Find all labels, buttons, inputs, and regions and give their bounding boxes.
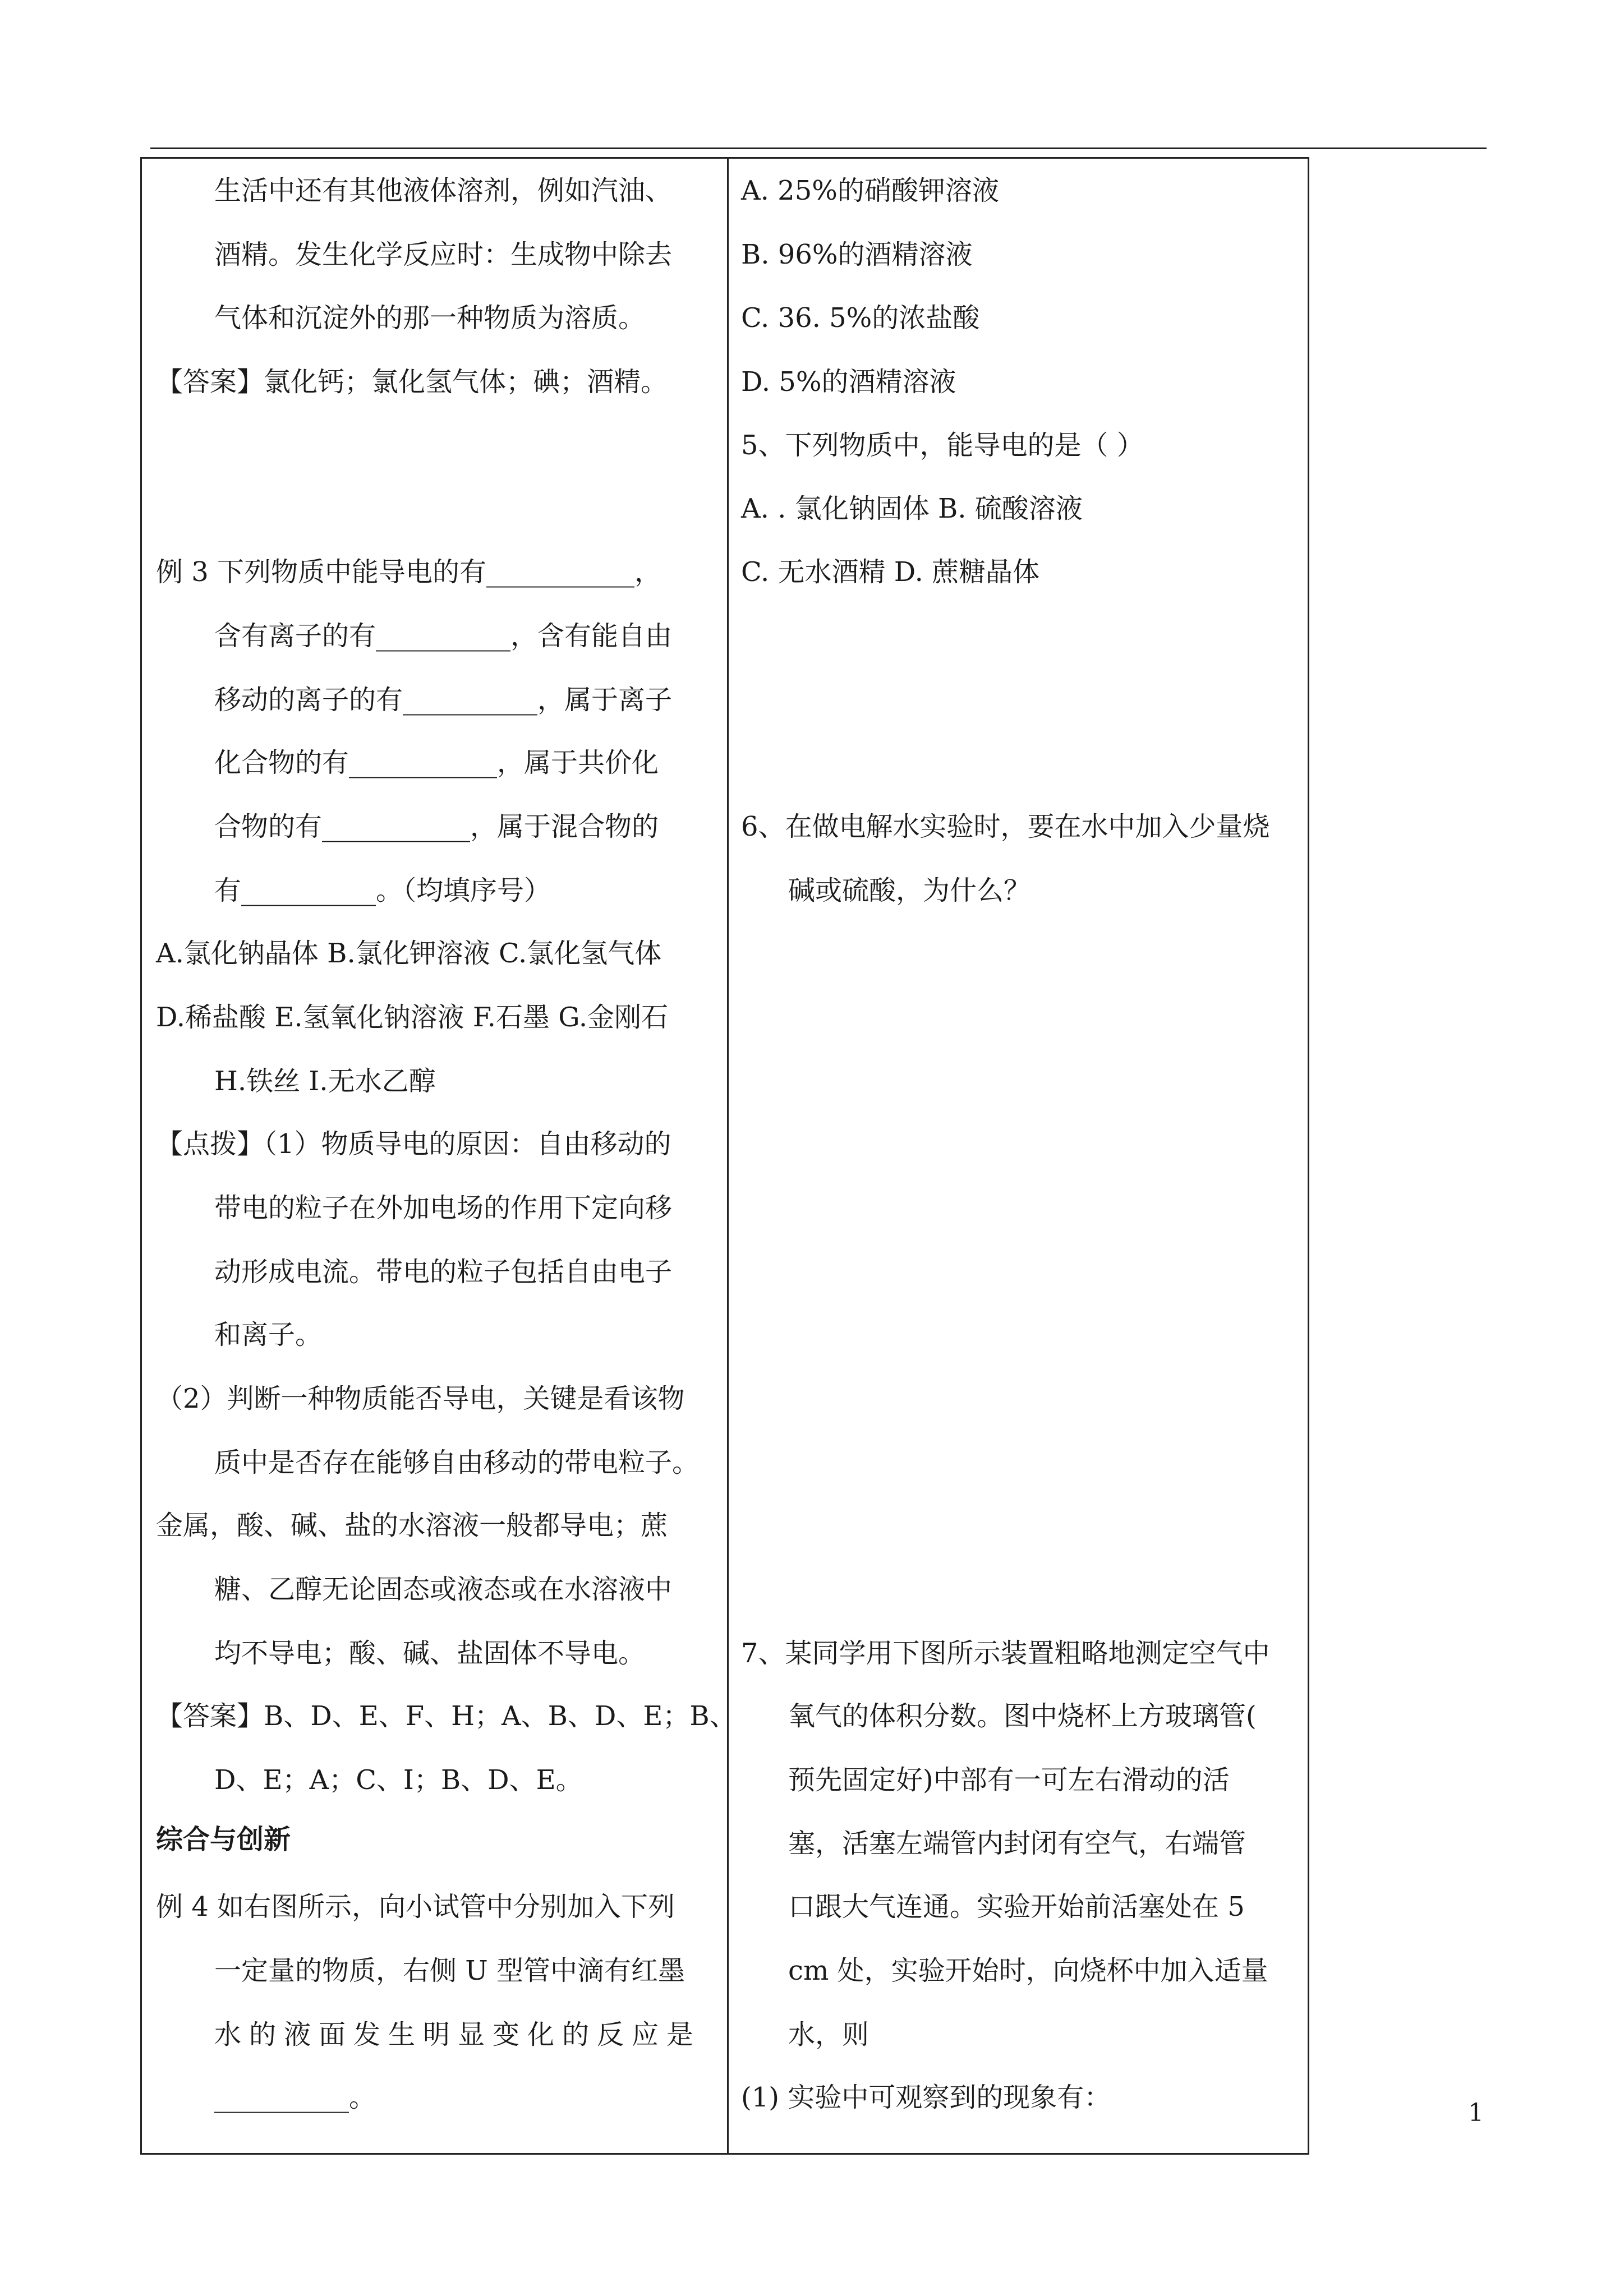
header-rule (150, 147, 1487, 149)
text-line: 气体和沉淀外的那一种物质为溶质。 (214, 302, 646, 334)
text-line: （2）判断一种物质能否导电，关键是看该物 (156, 1383, 685, 1414)
example-4-line: 例 4 如右图所示，向小试管中分别加入下列 (156, 1891, 675, 1922)
question-7-cont: 预先固定好)中部有一可左右滑动的活 (788, 1764, 1230, 1796)
options-line: A.氯化钠晶体 B.氯化钾溶液 C.氯化氢气体 (156, 938, 662, 969)
text-line: 一定量的物质，右侧 U 型管中滴有红墨 (214, 1955, 685, 1986)
page-number: 1 (1468, 2099, 1484, 2127)
text-line: 金属，酸、碱、盐的水溶液一般都导电；蔗 (156, 1510, 668, 1541)
answer-line: 【答案】B、D、E、F、H；A、B、D、E；B、 (156, 1700, 737, 1732)
text-line: 和离子。 (214, 1319, 323, 1350)
text-line: 质中是否存在能够自由移动的带电粒子。 (214, 1447, 700, 1478)
column-divider (727, 157, 729, 2155)
hint-line: 【点拨】（1）物质导电的原因：自由移动的 (156, 1128, 671, 1160)
text-line: 带电的粒子在外加电场的作用下定向移 (214, 1192, 673, 1224)
text-line: 含有离子的有__________，含有能自由 (214, 620, 673, 652)
question-7-cont: cm 处，实验开始时，向烧杯中加入适量 (788, 1955, 1268, 1986)
question-5: 5、下列物质中，能导电的是（ ） (741, 430, 1144, 461)
question-5-options: A. . 氯化钠固体 B. 硫酸溶液 (741, 493, 1083, 524)
text-line: 移动的离子的有__________，属于离子 (214, 684, 673, 716)
question-7-cont: 塞，活塞左端管内封闭有空气，右端管 (788, 1828, 1246, 1859)
answer-line: 【答案】氯化钙；氯化氢气体；碘；酒精。 (156, 366, 668, 398)
text-line: 水的液面发生明显变化的反应是 (214, 2019, 702, 2050)
blank-line: __________。 (214, 2082, 376, 2113)
option-a: A. 25%的硝酸钾溶液 (741, 175, 999, 206)
option-d: D. 5%的酒精溶液 (741, 366, 956, 398)
text-line: 均不导电；酸、碱、盐固体不导电。 (214, 1638, 646, 1669)
question-7-cont: 口跟大气连通。实验开始前活塞处在 5 (788, 1891, 1245, 1922)
question-7: 7、某同学用下图所示装置粗略地测定空气中 (741, 1638, 1270, 1669)
question-7-cont: 水，则 (788, 2019, 869, 2050)
options-line: D.稀盐酸 E.氢氧化钠溶液 F.石墨 G.金刚石 (156, 1002, 669, 1033)
answer-line: D、E；A；C、I；B、D、E。 (214, 1764, 583, 1796)
section-heading: 综合与创新 (156, 1824, 291, 1855)
text-line: 合物的有___________，属于混合物的 (214, 811, 659, 842)
text-line: 动形成电流。带电的粒子包括自由电子 (214, 1256, 673, 1288)
options-line: H.铁丝 I.无水乙醇 (214, 1066, 436, 1097)
text-line: 酒精。发生化学反应时：生成物中除去 (214, 239, 673, 270)
question-5-options: C. 无水酒精 D. 蔗糖晶体 (741, 556, 1040, 588)
option-b: B. 96%的酒精溶液 (741, 239, 973, 270)
text-line: 化合物的有___________，属于共价化 (214, 747, 659, 778)
question-7-part-1: (1) 实验中可观察到的现象有： (741, 2082, 1111, 2113)
question-6: 6、在做电解水实验时，要在水中加入少量烧 (741, 811, 1270, 842)
text-line: 生活中还有其他液体溶剂，例如汽油、 (214, 175, 673, 206)
question-6-cont: 碱或硫酸，为什么？ (788, 875, 1031, 906)
question-7-cont: 氧气的体积分数。图中烧杯上方玻璃管( (788, 1700, 1257, 1732)
text-line: 糖、乙醇无论固态或液态或在水溶液中 (214, 1574, 673, 1605)
text-line: 有__________。（均填序号） (214, 875, 551, 906)
option-c: C. 36. 5%的浓盐酸 (741, 302, 980, 334)
example-3-line: 例 3 下列物质中能导电的有___________， (156, 556, 662, 588)
